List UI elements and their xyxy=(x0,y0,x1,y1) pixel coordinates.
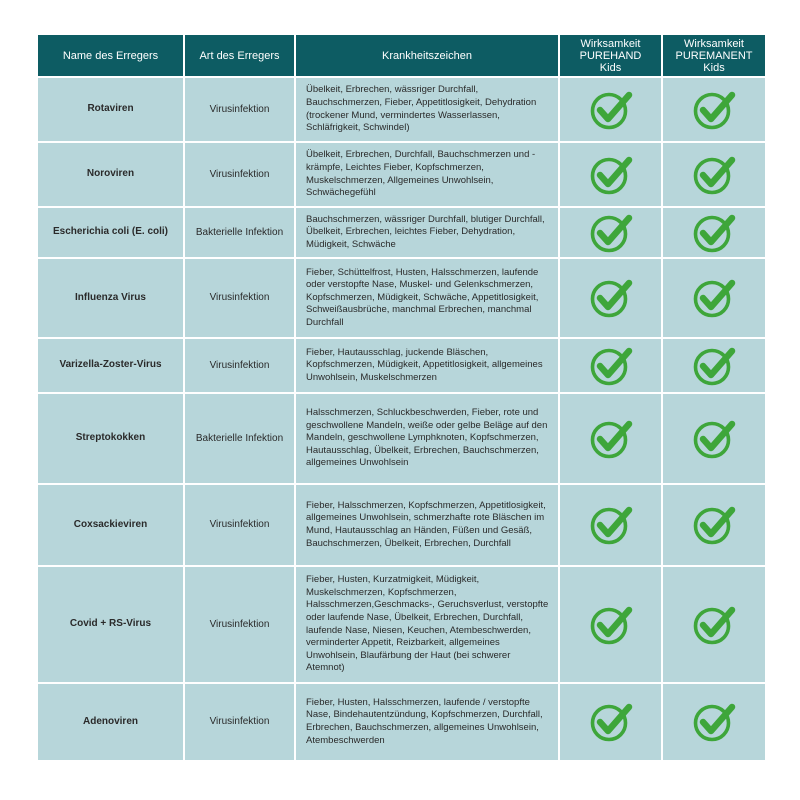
symptoms-cell: Übelkeit, Erbrechen, wässriger Durchfall, Bauchschmerzen, Fieber, Appetitlosigkeit, Dehydration (trockener Mund, vermindertes Wasserlassen, Schläfrigkeit, Schwindel) xyxy=(296,78,558,141)
table-row xyxy=(38,684,765,760)
pathogen-type: Virusinfektion xyxy=(185,339,294,392)
table-row xyxy=(38,78,765,141)
green-check-circle-icon xyxy=(692,700,736,744)
pathogen-name: Streptokokken xyxy=(38,394,183,483)
pathogen-type: Virusinfektion xyxy=(185,143,294,206)
symptoms-cell: Fieber, Hautausschlag, juckende Bläschen, Kopfschmerzen, Müdigkeit, Appetitlosigkeit, allgemeines Unwohlsein, Muskelschmerzen xyxy=(296,339,558,392)
green-check-circle-icon xyxy=(589,700,633,744)
table-row xyxy=(38,394,765,483)
pathogen-effectiveness-table xyxy=(36,33,767,762)
puremanent-cell xyxy=(663,567,765,682)
header-purehand-line1: Wirksamkeit xyxy=(580,37,641,50)
puremanent-cell xyxy=(663,78,765,141)
pathogen-type: Virusinfektion xyxy=(185,684,294,760)
pathogen-name: Influenza Virus xyxy=(38,259,183,337)
header-purehand xyxy=(560,35,661,76)
pathogen-type: Virusinfektion xyxy=(185,485,294,565)
table-row xyxy=(38,339,765,392)
green-check-circle-icon xyxy=(589,88,633,132)
header-purehand-line3: Kids xyxy=(599,61,622,74)
puremanent-cell xyxy=(663,684,765,760)
purehand-cell xyxy=(560,78,661,141)
table-row xyxy=(38,143,765,206)
puremanent-cell xyxy=(663,485,765,565)
pathogen-name: Covid + RS-Virus xyxy=(38,567,183,682)
puremanent-cell xyxy=(663,259,765,337)
green-check-circle-icon xyxy=(589,503,633,547)
puremanent-cell xyxy=(663,143,765,206)
purehand-cell xyxy=(560,684,661,760)
purehand-cell xyxy=(560,339,661,392)
puremanent-cell xyxy=(663,394,765,483)
green-check-circle-icon xyxy=(692,153,736,197)
pathogen-type: Virusinfektion xyxy=(185,259,294,337)
pathogen-name: Coxsackieviren xyxy=(38,485,183,565)
pathogen-type: Virusinfektion xyxy=(185,567,294,682)
green-check-circle-icon xyxy=(692,344,736,388)
purehand-cell xyxy=(560,567,661,682)
green-check-circle-icon xyxy=(692,88,736,132)
puremanent-cell xyxy=(663,339,765,392)
purehand-cell xyxy=(560,259,661,337)
table-row xyxy=(38,208,765,257)
table-row xyxy=(38,259,765,337)
pathogen-name: Noroviren xyxy=(38,143,183,206)
pathogen-name: Varizella-Zoster-Virus xyxy=(38,339,183,392)
purehand-cell xyxy=(560,394,661,483)
header-name: Name des Erregers xyxy=(38,35,183,76)
green-check-circle-icon xyxy=(589,417,633,461)
symptoms-cell: Fieber, Halsschmerzen, Kopfschmerzen, Appetitlosigkeit, allgemeines Unwohlsein, schmerzhafte rote Bläschen im Mund, Hautausschlag an Händen, Füßen und Gesäß, Bauchschmerzen, Übelkeit, Erbrechen, Durchfall xyxy=(296,485,558,565)
symptoms-cell: Fieber, Husten, Kurzatmigkeit, Müdigkeit, Muskelschmerzen, Kopfschmerzen, Halsschmerzen,Geschmacks-, Geruchsverlust, verstopfte oder laufende Nase, Übelkeit, Erbrechen, Durchfall, laufende Nase, Niesen, Keuchen, Atembeschwerden, verminderter Appetit, Reizbarkeit, allgemeines Unwohlsein, Blaufärbung der Haut (bei schwerer Atemnot) xyxy=(296,567,558,682)
green-check-circle-icon xyxy=(589,344,633,388)
symptoms-cell: Fieber, Schüttelfrost, Husten, Halsschmerzen, laufende oder verstopfte Nase, Muskel- und Gelenkschmerzen, Kopfschmerzen, Müdigkeit, Schwäche, Appetitlosigkeit, Schweißausbrüche, manchmal Erbrechen, manchmal Durchfall xyxy=(296,259,558,337)
green-check-circle-icon xyxy=(589,603,633,647)
green-check-circle-icon xyxy=(692,276,736,320)
header-purehand-line2: PUREHAND xyxy=(579,49,642,62)
symptoms-cell: Übelkeit, Erbrechen, Durchfall, Bauchschmerzen und -krämpfe, Leichtes Fieber, Kopfschmerzen, Muskelschmerzen, Allgemeines Unwohlsein, Schwächegefühl xyxy=(296,143,558,206)
header-symptoms: Krankheitszeichen xyxy=(296,35,558,76)
pathogen-name: Escherichia coli (E. coli) xyxy=(38,208,183,257)
green-check-circle-icon xyxy=(692,503,736,547)
table-row xyxy=(38,485,765,565)
header-puremanent xyxy=(663,35,765,76)
green-check-circle-icon xyxy=(589,276,633,320)
purehand-cell xyxy=(560,208,661,257)
green-check-circle-icon xyxy=(692,603,736,647)
symptoms-cell: Fieber, Husten, Halsschmerzen, laufende / verstopfte Nase, Bindehautentzündung, Kopfschmerzen, Durchfall, Erbrechen, Bauchschmerzen, allgemeines Unwohlsein, Atembeschwerden xyxy=(296,684,558,760)
symptoms-cell: Halsschmerzen, Schluckbeschwerden, Fieber, rote und geschwollene Mandeln, weiße oder gelbe Beläge auf den Mandeln, geschwollene Lymphknoten, Kopfschmerzen, Hautausschlag, Übelkeit, Erbrechen, Bauchschmerzen, allgemeines Unwohlsein xyxy=(296,394,558,483)
symptoms-cell: Bauchschmerzen, wässriger Durchfall, blutiger Durchfall, Übelkeit, Erbrechen, leichtes Fieber, Dehydration, Müdigkeit, Schwäche xyxy=(296,208,558,257)
green-check-circle-icon xyxy=(589,153,633,197)
purehand-cell xyxy=(560,143,661,206)
header-type: Art des Erregers xyxy=(185,35,294,76)
header-puremanent-line1: Wirksamkeit xyxy=(684,37,744,50)
table-body xyxy=(38,78,765,760)
green-check-circle-icon xyxy=(692,211,736,255)
pathogen-type: Bakterielle Infektion xyxy=(185,208,294,257)
pathogen-name: Adenoviren xyxy=(38,684,183,760)
table-row xyxy=(38,567,765,682)
pathogen-type: Bakterielle Infektion xyxy=(185,394,294,483)
puremanent-cell xyxy=(663,208,765,257)
header-puremanent-line3: Kids xyxy=(703,61,725,74)
purehand-cell xyxy=(560,485,661,565)
green-check-circle-icon xyxy=(692,417,736,461)
header-row xyxy=(38,35,765,76)
pathogen-name: Rotaviren xyxy=(38,78,183,141)
header-puremanent-line2: PUREMANENT xyxy=(675,49,753,62)
pathogen-type: Virusinfektion xyxy=(185,78,294,141)
green-check-circle-icon xyxy=(589,211,633,255)
